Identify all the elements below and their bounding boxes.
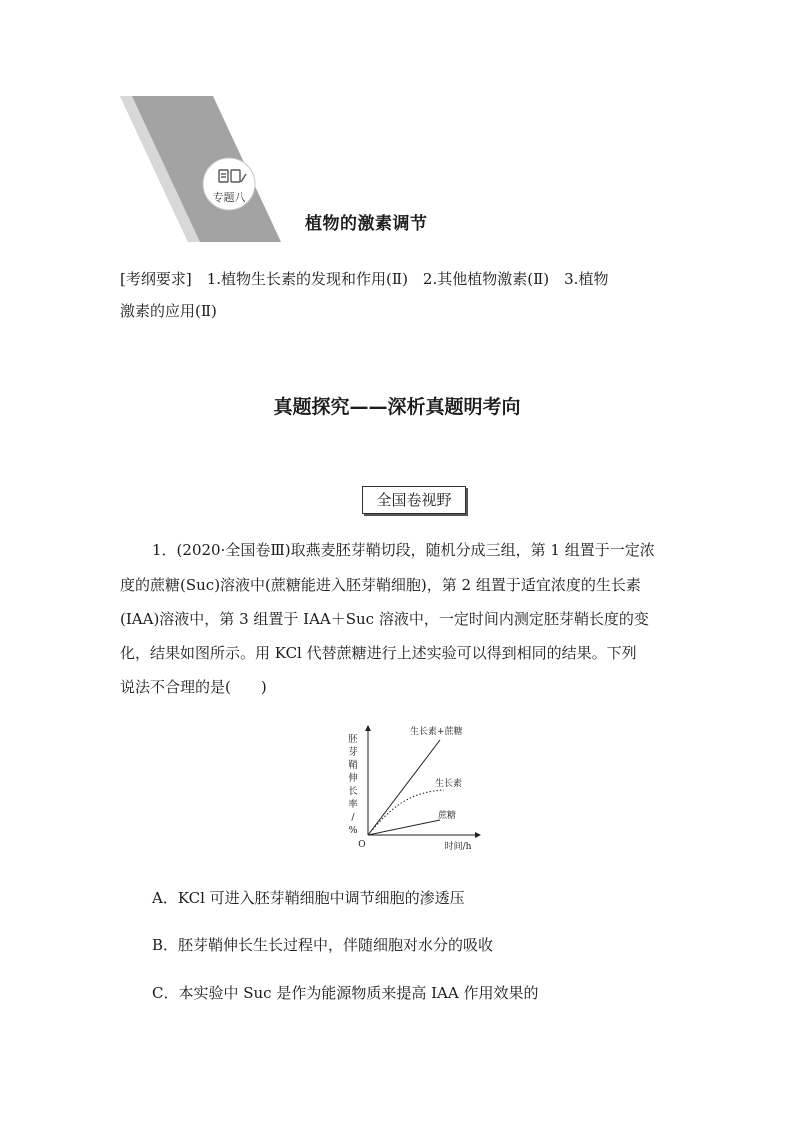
option-a: A．KCl 可进入胚芽鞘细胞中调节细胞的渗透压: [152, 889, 465, 907]
option-b: B．胚芽鞘伸长生长过程中，伴随细胞对水分的吸收: [152, 936, 494, 954]
y-axis-label: 胚芽鞘伸长率/ %: [348, 734, 358, 836]
question-line-3: (IAA)溶液中，第 3 组置于 IAA＋Suc 溶液中，一定时间内测定胚芽鞘长度的变: [120, 610, 649, 628]
series-label-2: 生长素: [435, 779, 463, 789]
series-line-2: [368, 790, 444, 835]
series-label-1: 生长素+蔗糖: [410, 727, 463, 737]
question-line-1: 1．(2020·全国卷Ⅲ)取燕麦胚芽鞘切段，随机分成三组，第 1 组置于一定浓: [152, 541, 655, 559]
requirements-line-1: [考纲要求] 1.植物生长素的发现和作用(Ⅱ) 2.其他植物激素(Ⅱ) 3.植物: [120, 270, 609, 288]
option-c: C．本实验中 Suc 是作为能源物质来提高 IAA 作用效果的: [152, 984, 539, 1002]
badge-label: 专题八: [212, 191, 246, 204]
question-line-4: 化，结果如图所示。用 KCl 代替蔗糖进行上述实验可以得到相同的结果。下列: [120, 644, 637, 662]
question-line-5: 说法不合理的是( ): [120, 678, 267, 696]
chapter-title: 植物的激素调节: [305, 214, 428, 234]
series-line-1: [368, 740, 440, 835]
chapter-banner: [118, 94, 283, 244]
elongation-chart: [340, 720, 490, 860]
origin-label: O: [358, 840, 366, 850]
question-line-2: 度的蔗糖(Suc)溶液中(蔗糖能进入胚芽鞘细胞)，第 2 组置于适宜浓度的生长素: [120, 576, 641, 594]
section-title: 真题探究——深析真题明考向: [273, 396, 521, 418]
section-label: 全国卷视野: [362, 486, 466, 514]
series-label-3: 蔗糖: [438, 811, 457, 821]
x-axis-label: 时间/h: [444, 842, 472, 852]
requirements-line-2: 激素的应用(Ⅱ): [120, 302, 217, 320]
series-line-3: [368, 820, 440, 835]
